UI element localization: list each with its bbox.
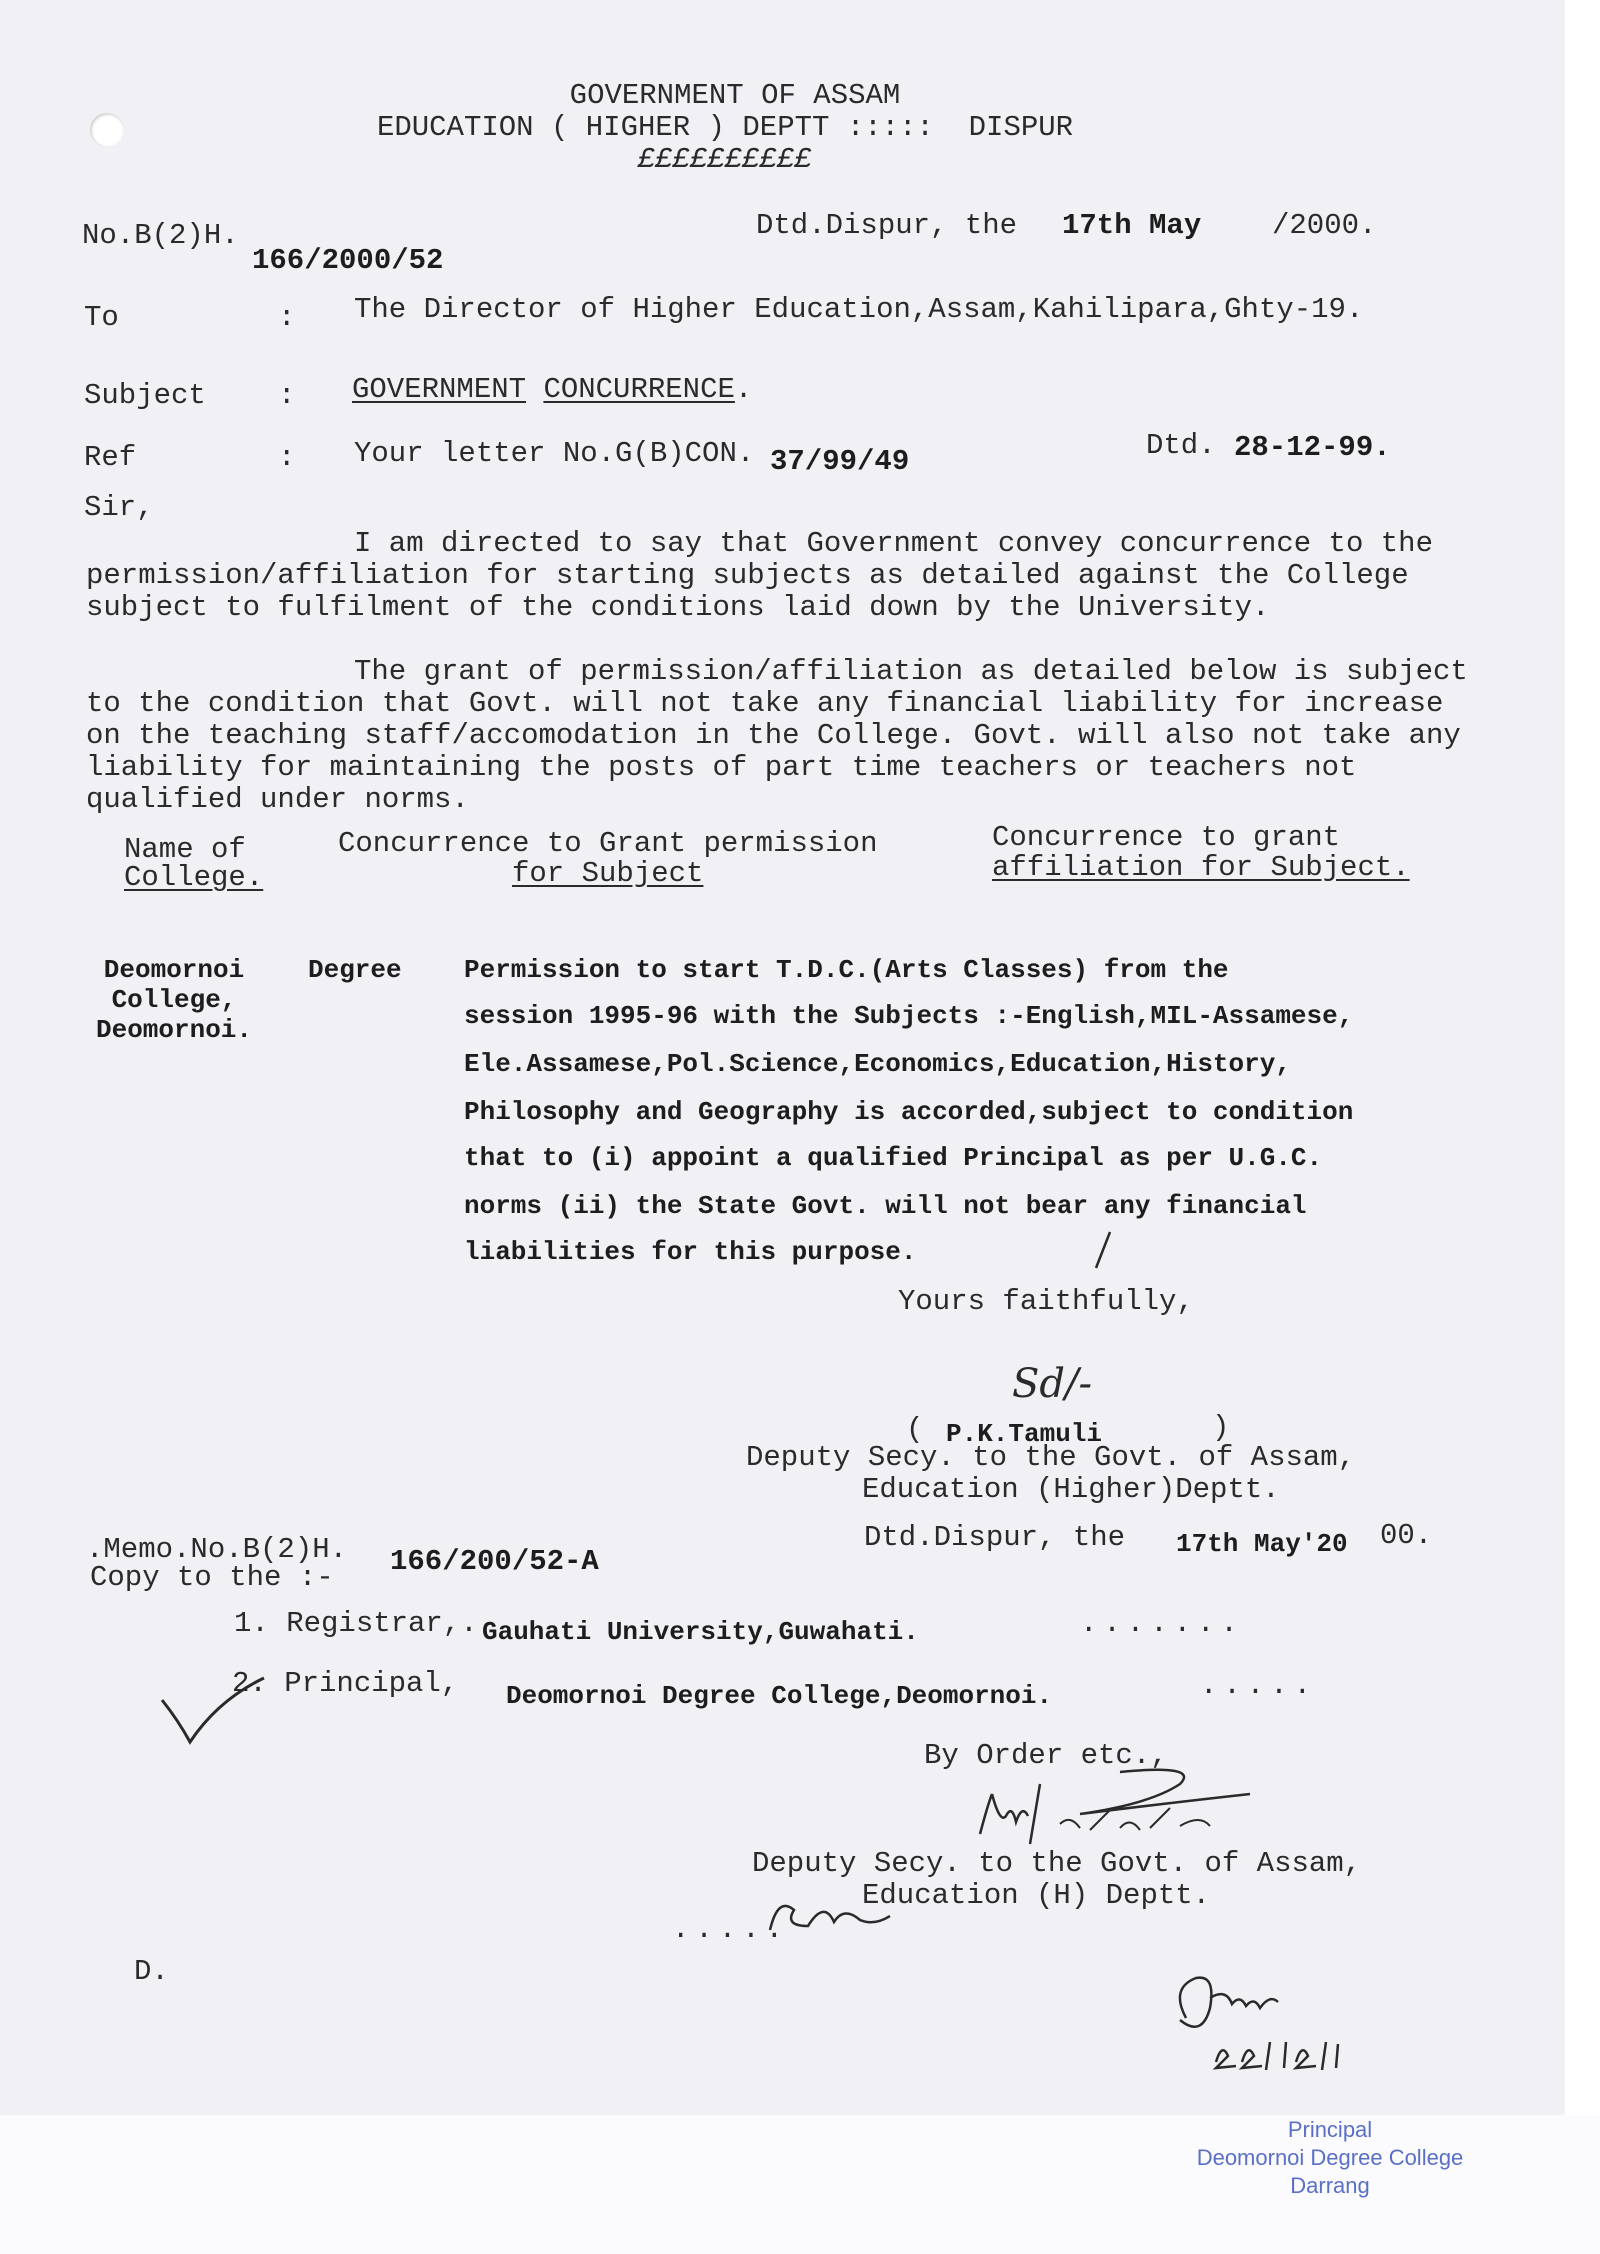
copy-1-dots: ....... — [1080, 1607, 1244, 1640]
memo-date-value: 17th May'20 — [1176, 1529, 1348, 1559]
memo-signatory-designation-1: Deputy Secy. to the Govt. of Assam, — [752, 1847, 1362, 1880]
to-address: The Director of Higher Education,Assam,Kahilipara,Ghty-19. — [354, 293, 1364, 326]
copy-1-value: Gauhati University,Guwahati. — [482, 1617, 919, 1647]
subject-word-government: GOVERNMENT — [352, 373, 527, 406]
tick-mark-icon — [1088, 1228, 1118, 1272]
by-order: By Order etc., — [924, 1739, 1168, 1772]
memo-signatory-designation-2: Education (H) Deptt. — [862, 1879, 1211, 1912]
to-label: To — [84, 301, 119, 334]
header-underline-marks: ££££££££££ — [637, 143, 813, 176]
stamp-line-3: Darrang — [1290, 2173, 1370, 2198]
col3-header-line1: Concurrence to grant — [992, 821, 1341, 854]
subject-word-concurrence: CONCURRENCE — [543, 373, 735, 406]
closing-yours-faithfully: Yours faithfully, — [898, 1285, 1194, 1318]
received-signature-icon — [1166, 1958, 1426, 2078]
permission-line-1: Permission to start T.D.C.(Arts Classes) from the — [464, 955, 1229, 985]
subject-label: Subject — [84, 379, 206, 412]
permission-line-2: session 1995-96 with the Subjects :-English,MIL-Assamese, — [464, 1001, 1354, 1031]
memo-date-suffix: 00. — [1380, 1519, 1433, 1552]
col3-header-line2: affiliation for Subject. — [992, 851, 1410, 884]
ref-label: Ref — [84, 441, 137, 474]
permission-line-7: liabilities for this purpose. — [464, 1237, 917, 1267]
date-year: /2000. — [1272, 209, 1377, 242]
check-mark-icon — [158, 1670, 268, 1750]
salutation: Sir, — [84, 491, 154, 524]
subject-colon: : — [278, 379, 296, 412]
footer-initial: D. — [134, 1955, 169, 1988]
memo-copy-to: Copy to the :- — [90, 1561, 334, 1594]
col1-header-line1: Name of — [124, 833, 246, 866]
header-department: EDUCATION ( HIGHER ) DEPTT ::::: DISPUR — [376, 111, 1074, 144]
principal-stamp — [1160, 2116, 1500, 2200]
ref-number: 37/99/49 — [770, 445, 910, 478]
college-name-line3: Deomornoi. — [95, 1015, 253, 1045]
col2-header-line2: for Subject — [512, 857, 704, 890]
memo-date-prefix: Dtd.Dispur, the — [864, 1521, 1126, 1554]
col2-header-line1: Concurrence to Grant permission — [338, 827, 878, 860]
signature-sd: Sd/- — [1012, 1361, 1092, 1407]
subject-text — [352, 374, 752, 406]
ref-prefix: Your letter No.G(B)CON. — [354, 437, 755, 470]
letter-no-number: 166/2000/52 — [252, 244, 444, 277]
copy-2-dots: ..... — [1200, 1669, 1318, 1702]
letter-no-prefix: No.B(2)H. — [82, 219, 239, 252]
ref-dtd-prefix: Dtd. — [1146, 429, 1216, 462]
body-paragraph-2: The grant of permission/affiliation as detailed below is subject to the condition that Govt. will not take any financial liability for increase on the teaching staff/accomodation in the College. Govt. will also not take any liability for maintaining the posts of part time teachers or teachers not qualified under norms. — [86, 655, 1468, 816]
signatory-open-paren: ( — [906, 1413, 924, 1446]
col1-header-line2: College. — [124, 861, 264, 894]
date-day-month: 17th May — [1062, 209, 1202, 242]
permission-line-5: that to (i) appoint a qualified Principal as per U.G.C. — [464, 1143, 1323, 1173]
memo-prefix: .Memo.No.B(2)H. — [86, 1533, 348, 1566]
permission-line-4: Philosophy and Geography is accorded,subject to condition — [464, 1097, 1354, 1127]
college-name-line1: Deomornoi — [103, 955, 245, 985]
ref-dtd-value: 28-12-99. — [1234, 431, 1391, 464]
handwritten-initials-icon — [970, 1764, 1290, 1854]
dispatch-scribble-icon — [764, 1886, 894, 1946]
copy-2-label: 2. Principal, — [232, 1667, 459, 1700]
permission-line-3: Ele.Assamese,Pol.Science,Economics,Education,History, — [464, 1049, 1291, 1079]
copy-2-value: Deomornoi Degree College,Deomornoi. — [506, 1681, 1053, 1711]
copy-1-label: 1. Registrar,. — [234, 1607, 478, 1640]
college-degree: Degree — [308, 955, 402, 985]
college-name-line2: College, — [111, 985, 237, 1015]
ref-colon: : — [278, 441, 296, 474]
memo-number: 166/200/52-A — [390, 1545, 599, 1578]
signatory-designation-2: Education (Higher)Deptt. — [862, 1473, 1280, 1506]
body-paragraph-1: I am directed to say that Government convey concurrence to the permission/affiliation for starting subjects as detailed against the College subject to fulfilment of the conditions laid down by the University. — [86, 527, 1433, 624]
signatory-designation-1: Deputy Secy. to the Govt. of Assam, — [746, 1441, 1356, 1474]
signatory-close-paren: ) — [1212, 1411, 1230, 1444]
date-prefix: Dtd.Dispur, the — [756, 209, 1018, 242]
permission-line-6: norms (ii) the State Govt. will not bear any financial — [464, 1191, 1307, 1221]
signatory-name: P.K.Tamuli — [946, 1419, 1103, 1449]
header-government: GOVERNMENT OF ASSAM — [569, 79, 901, 112]
to-colon: : — [278, 301, 296, 334]
stamp-line-2: Deomornoi Degree College — [1196, 2145, 1464, 2170]
stamp-line-1: Principal — [1287, 2117, 1373, 2142]
subject-tail: . — [734, 373, 753, 406]
dispatch-dots: ..... — [672, 1913, 790, 1946]
